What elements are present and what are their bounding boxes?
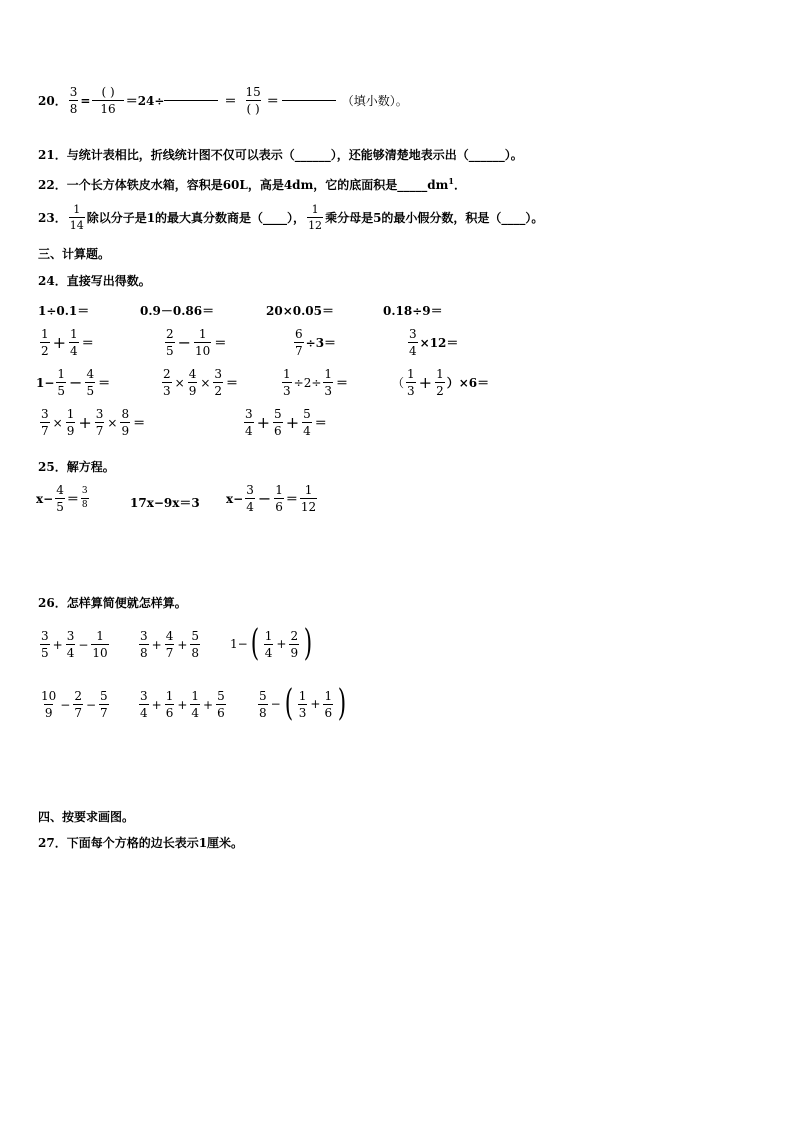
equation: 17x−9x＝3: [130, 496, 200, 510]
answer-blank[interactable]: _____: [397, 178, 428, 192]
calc-item: $\frac{10}{9}$ − $\frac{2}{7}$ − $\frac{5}{7}$: [41, 689, 108, 720]
calc-item: $\frac{3}{4}$ ×12＝: [409, 327, 459, 358]
question-20: 20． $\frac{3}{8}$ = $\frac{( )}{16}$ ＝24÷ ＝ $\frac{15}{( )}$ ＝ （填小数）。: [38, 85, 408, 116]
calc-item: $\frac{3}{7}$ × $\frac{1}{9}$ + $\frac{3}{7}$ × $\frac{8}{9}$ ＝: [41, 407, 146, 438]
question-25-title: 25．解方程。: [38, 460, 115, 474]
calc-item: 1− $\frac{1}{5}$ − $\frac{4}{5}$ ＝: [36, 367, 111, 398]
calc-item: （ $\frac{1}{3}$ + $\frac{1}{2}$ ）×6＝: [392, 367, 490, 398]
calc-item: $\frac{3}{4}$ + $\frac{5}{6}$ + $\frac{5}{4}$ ＝: [245, 407, 327, 438]
answer-blank[interactable]: [282, 100, 336, 101]
calc-item: $\frac{5}{8}$ − ( $\frac{1}{3}$ + $\frac{1}{6}$ ): [259, 683, 347, 724]
question-24-title: 24．直接写出得数。: [38, 274, 151, 288]
calc-item: $\frac{3}{8}$ + $\frac{4}{7}$ + $\frac{5}{8}$: [140, 629, 200, 660]
calc-item: $\frac{1}{2}$ + $\frac{1}{4}$ ＝: [41, 327, 94, 358]
calc-item: $\frac{2}{5}$ − $\frac{1}{10}$ ＝: [166, 327, 227, 358]
calc-item: $\frac{6}{7}$ ÷3＝: [295, 327, 337, 358]
calc-item: $\frac{1}{3}$ ÷2÷ $\frac{1}{3}$ ＝: [283, 367, 349, 398]
question-27: 27．下面每个方格的边长表示1厘米。: [38, 836, 244, 850]
answer-blank[interactable]: [164, 100, 218, 101]
calc-item: $\frac{2}{3}$ × $\frac{4}{9}$ × $\frac{3}{2}$ ＝: [163, 367, 239, 398]
equation: x− $\frac{3}{4}$ − $\frac{1}{6}$ ＝ $\frac{1}{12}$: [226, 483, 317, 514]
fraction: $\frac{( )}{16}$: [92, 86, 123, 115]
calc-item: $\frac{3}{4}$ + $\frac{1}{6}$ + $\frac{1}{4}$ + $\frac{5}{6}$: [140, 689, 225, 720]
calc-item: 0.18÷9＝: [383, 304, 443, 318]
fraction: $\frac{1}{14}$: [69, 203, 84, 232]
calc-item: 1÷0.1＝: [38, 304, 90, 318]
question-23: 23． $\frac{1}{14}$ 除以分子是1的最大真分数商是（____）， $\frac{1}{12}$ 乘分母是5的最小假分数，积是（____）。: [38, 203, 544, 232]
question-22: 22．一个长方体铁皮水箱，容积是60L，高是4dm，它的底面积是$\_\_\_\_\_dm^1$．: [38, 176, 466, 192]
calc-item: 20×0.05＝: [266, 304, 334, 318]
section-heading: 三、计算题。: [38, 247, 111, 261]
calc-item: $\frac{3}{5}$ + $\frac{3}{4}$ − $\frac{1}{10}$: [41, 629, 108, 660]
fraction: $\frac{15}{( )}$: [245, 85, 261, 116]
question-21: 21．与统计表相比，折线统计图不仅可以表示（______），还能够清楚地表示出（______）。: [38, 148, 523, 162]
section-heading: 四、按要求画图。: [38, 810, 135, 824]
question-26-title: 26．怎样算简便就怎样算。: [38, 596, 187, 610]
calc-item: 0.9－0.86＝: [140, 304, 215, 318]
fraction: $\frac{1}{12}$: [308, 203, 323, 232]
fraction: $\frac{3}{8}$: [69, 85, 78, 116]
calc-item: 1− ( $\frac{1}{4}$ + $\frac{2}{9}$ ): [230, 623, 313, 664]
equation: x− $\frac{4}{5}$ ＝ $\frac{3}{8}$: [36, 483, 88, 514]
